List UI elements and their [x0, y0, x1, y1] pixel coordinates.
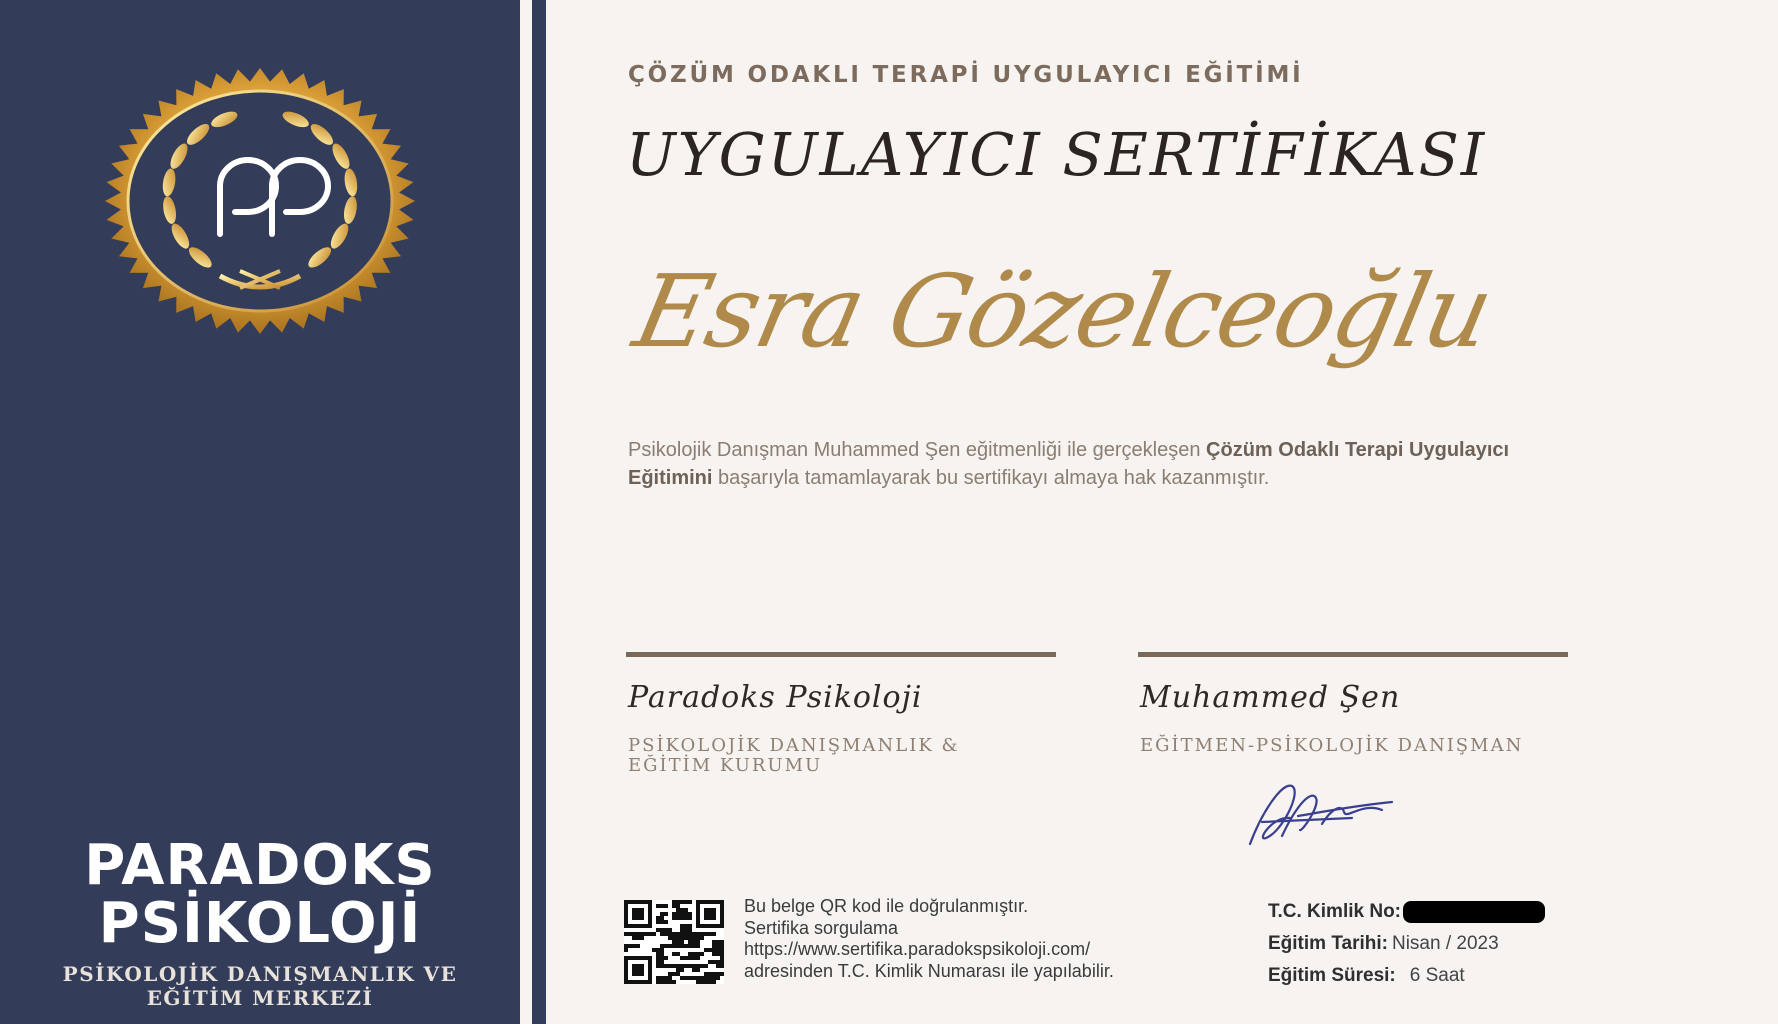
institution-name: Paradoks Psikoloji [628, 680, 923, 715]
institution-role-line1: PSİKOLOJİK DANIŞMANLIK & [628, 735, 960, 756]
id-row [1268, 896, 1688, 928]
brand-subtitle-line1: PSİKOLOJİK DANIŞMANLIK VE [62, 962, 458, 986]
institution-role-line2: EĞİTİM KURUMU [628, 755, 823, 776]
duration-value: 6 Saat [1409, 965, 1465, 986]
certificate-meta [1268, 896, 1688, 992]
description-part2: başarıyla tamamlayarak bu sertifikayı almaya hak kazanmıştır. [712, 467, 1270, 489]
verification-line4: adresinden T.C. Kimlik Numarası ile yapılabilir. [744, 960, 1114, 981]
signature-line-right [1138, 652, 1568, 657]
date-label: Eğitim Tarihi: [1268, 933, 1388, 954]
gold-seal-logo [100, 66, 420, 336]
date-value: Nisan / 2023 [1391, 933, 1499, 954]
certificate-title: UYGULAYICI SERTİFİKASI [626, 120, 1487, 189]
certificate-description [628, 436, 1568, 492]
svg-text:Esra Gözelceoğlu: Esra Gözelceoğlu [625, 253, 1502, 370]
trainer-role: EĞİTMEN-PSİKOLOJİK DANIŞMAN [1140, 735, 1524, 756]
id-label: T.C. Kimlik No: [1268, 901, 1402, 922]
brand-name-line2: PSİKOLOJİ [98, 891, 422, 956]
description-part1: Psikolojik Danışman Muhammed Şen eğitmenliği ile gerçekleşen [628, 439, 1207, 461]
recipient-name [625, 234, 1502, 384]
redacted-id-value [1403, 901, 1545, 923]
handwritten-signature [1242, 772, 1402, 852]
signature-line-left [626, 652, 1056, 657]
verification-url[interactable]: https://www.sertifika.paradokspsikoloji.com/ [744, 939, 1091, 959]
trainer-name: Muhammed Şen [1140, 680, 1401, 715]
qr-code [622, 900, 726, 984]
course-heading: ÇÖZÜM ODAKLI TERAPİ UYGULAYICI EĞİTİMİ [628, 62, 1304, 88]
description-course-name: Çözüm Odaklı Terapi Uygulayıcı Eğitimini [628, 439, 1510, 489]
sidebar [0, 0, 520, 1024]
brand-subtitle-line2: EĞİTİM MERKEZİ [146, 986, 374, 1010]
verification-note [744, 896, 1204, 982]
brand-name-line1: PARADOKS [84, 833, 436, 898]
duration-label: Eğitim Süresi: [1268, 965, 1396, 986]
date-row [1268, 928, 1688, 960]
divider-strip [520, 0, 532, 1024]
divider-stripe-navy [532, 0, 546, 1024]
verification-line2: Sertifika sorgulama [744, 917, 899, 938]
certificate-body [546, 0, 1778, 1024]
verification-line1: Bu belge QR kod ile doğrulanmıştır. [744, 896, 1029, 916]
institution-role [628, 736, 960, 776]
duration-row [1268, 960, 1688, 992]
